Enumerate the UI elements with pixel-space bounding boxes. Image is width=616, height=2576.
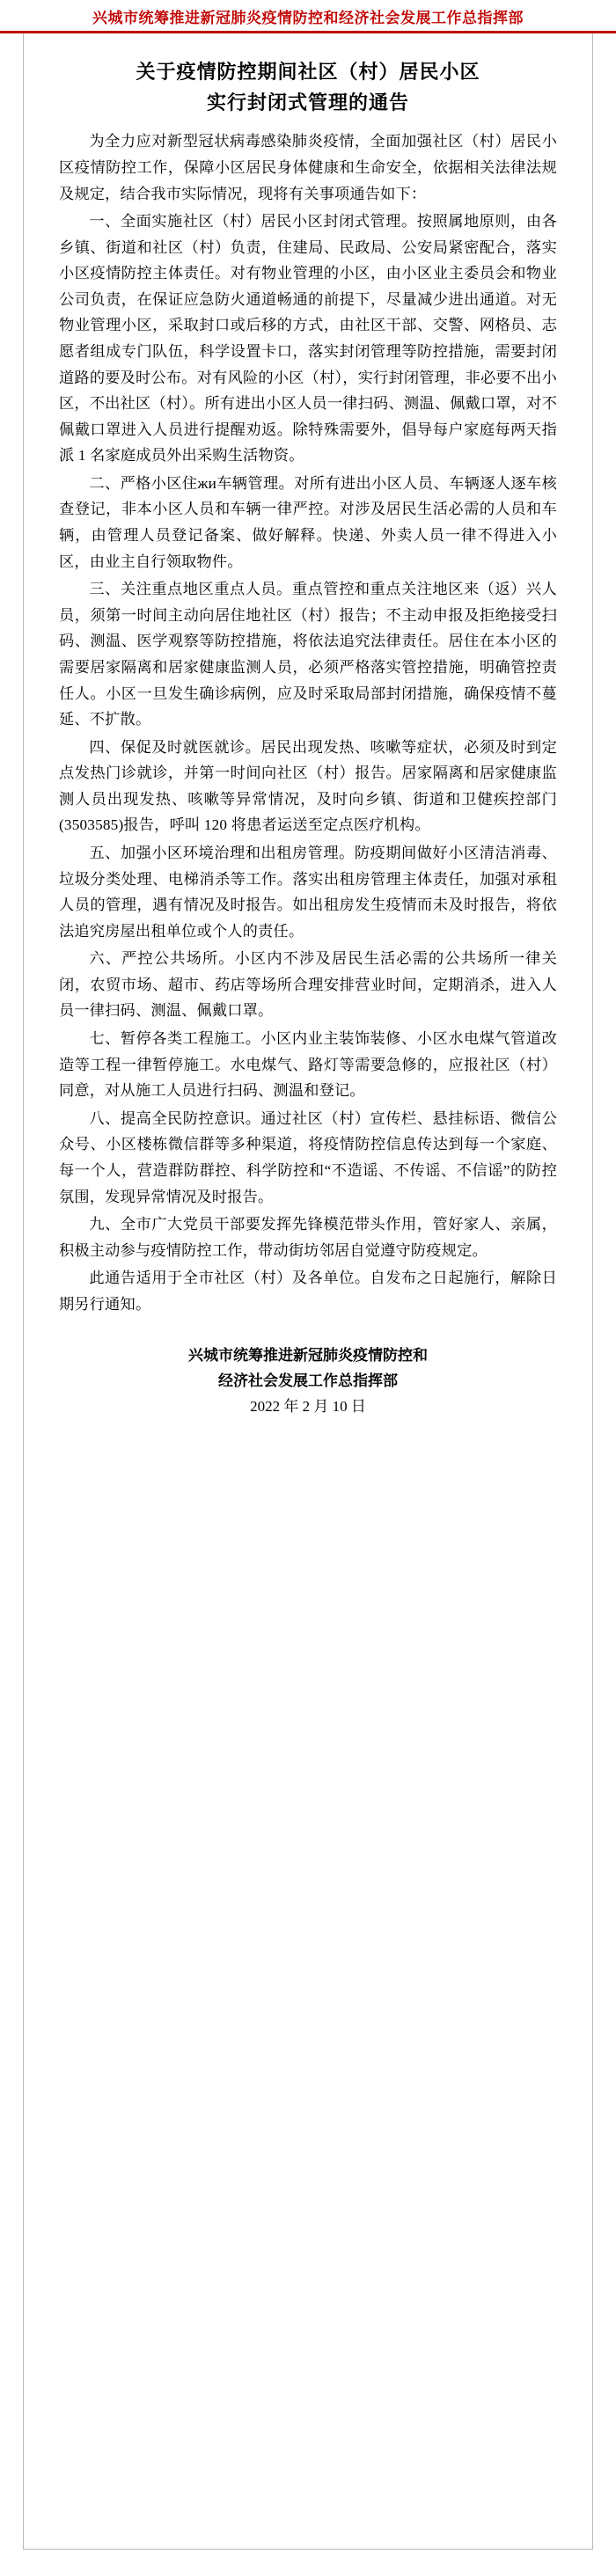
document-body [24, 128, 592, 1317]
paragraph-article-9: 九、全市广大党员干部要发挥先锋模范带头作用，管好家人、亲属，积极主动参与疫情防控工作，带动街坊邻居自觉遵守防疫规定。 [59, 1216, 557, 1259]
document-frame [23, 33, 593, 2550]
paragraph-article-4: 四、保促及时就医就诊。居民出现发热、咳嗽等症状，必须及时到定点发热门诊就诊，并第一时间向社区（村）报告。居家隔离和居家健康监测人员出现发热、咳嗽等异常情况，及时向乡镇、街道和卫健疾控部门(3503585)报告，呼叫 120 将患者运送至定点医疗机构。 [59, 738, 557, 834]
paragraph-closing: 此通告适用于全市社区（村）及各单位。自发布之日起施行，解除日期另行通知。 [59, 1270, 557, 1313]
signature-date: 2022 年 2 月 10 日 [250, 1398, 366, 1416]
signature-block [24, 1343, 592, 1420]
paragraph-article-7: 七、暂停各类工程施工。小区内业主装饰装修、小区水电煤气管道改造等工程一律暂停施工。水电煤气、路灯等需要急修的，应报社区（村）同意，对从施工人员进行扫码、测温和登记。 [59, 1030, 557, 1100]
paragraph-article-1: 一、全面实施社区（村）居民小区封闭式管理。按照属地原则，由各乡镇、街道和社区（村）负责，住建局、民政局、公安局紧密配合，落实小区疫情防控主体责任。对有物业管理的小区，由小区业主委员会和物业公司负责，在保证应急防火通道畅通的前提下，尽量减少进出通道。对无物业管理小区，采取封口或后移的方式，由社区干部、交警、网格员、志愿者组成专门队伍，科学设置卡口，落实封闭管理等防控措施，需要封闭道路的要及时公布。对有风险的小区（村），实行封闭管理，非必要不出小区，不出社区（村）。所有进出小区人员一律扫码、测温、佩戴口罩，对不佩戴口罩进入人员进行提醒劝返。除特殊需要外，倡导每户家庭每两天指派 1 名家庭成员外出采购生活物资。 [59, 213, 557, 465]
title-line-1: 关于疫情防控期间社区（村）居民小区 [136, 61, 480, 83]
issuing-authority-banner: 兴城市统筹推进新冠肺炎疫情防控和经济社会发展工作总指挥部 [92, 10, 524, 26]
page-title [24, 33, 592, 128]
paragraph-article-2: 二、严格小区住жи车辆管理。对所有进出小区人员、车辆逐人逐车核查登记，非本小区人员和车辆一律严控。对涉及居民生活必需的人员和车辆，由管理人员登记备案、做好解释。快递、外卖人员一律不得进入小区，由业主自行领取物件。 [59, 474, 557, 570]
title-line-2: 实行封闭式管理的通告 [206, 91, 409, 114]
signature-line-1: 兴城市统筹推进新冠肺炎疫情防控和 [188, 1347, 428, 1365]
paragraph-article-6: 六、严控公共场所。小区内不涉及居民生活必需的公共场所一律关闭，农贸市场、超市、药店等场所合理安排营业时间，定期消杀，进入人员一律扫码、测温、佩戴口罩。 [59, 950, 557, 1020]
paragraph-intro: 为全力应对新型冠状病毒感染肺炎疫情，全面加强社区（村）居民小区疫情防控工作，保障小区居民身体健康和生命安全，依据相关法律法规及规定，结合我市实际情况，现将有关事项通告如下： [59, 133, 557, 202]
signature-line-2: 经济社会发展工作总指挥部 [218, 1372, 398, 1390]
paragraph-article-8: 八、提高全民防控意识。通过社区（村）宣传栏、悬挂标语、微信公众号、小区楼栋微信群等多种渠道，将疫情防控信息传达到每一个家庭、每一个人，营造群防群控、科学防控和“不造谣、不传谣、不信谣”的防控氛围，发现异常情况及时报告。 [59, 1109, 557, 1205]
paragraph-article-3: 三、关注重点地区重点人员。重点管控和重点关注地区来（返）兴人员，须第一时间主动向居住地社区（村）报告；不主动申报及拒绝接受扫码、测温、医学观察等防控措施，将依法追究法律责任。居住在本小区的需要居家隔离和居家健康监测人员，必须严格落实管控措施，明确管控责任人。小区一旦发生确诊病例，应及时采取局部封闭措施，确保疫情不蔓延、不扩散。 [59, 581, 557, 728]
paragraph-article-5: 五、加强小区环境治理和出租房管理。防疫期间做好小区清洁消毒、垃圾分类处理、电梯消杀等工作。落实出租房管理主体责任，加强对承租人员的管理，遇有情况及时报告。如出租房发生疫情而未及时报告，将依法追究房屋出租单位或个人的责任。 [59, 844, 557, 940]
